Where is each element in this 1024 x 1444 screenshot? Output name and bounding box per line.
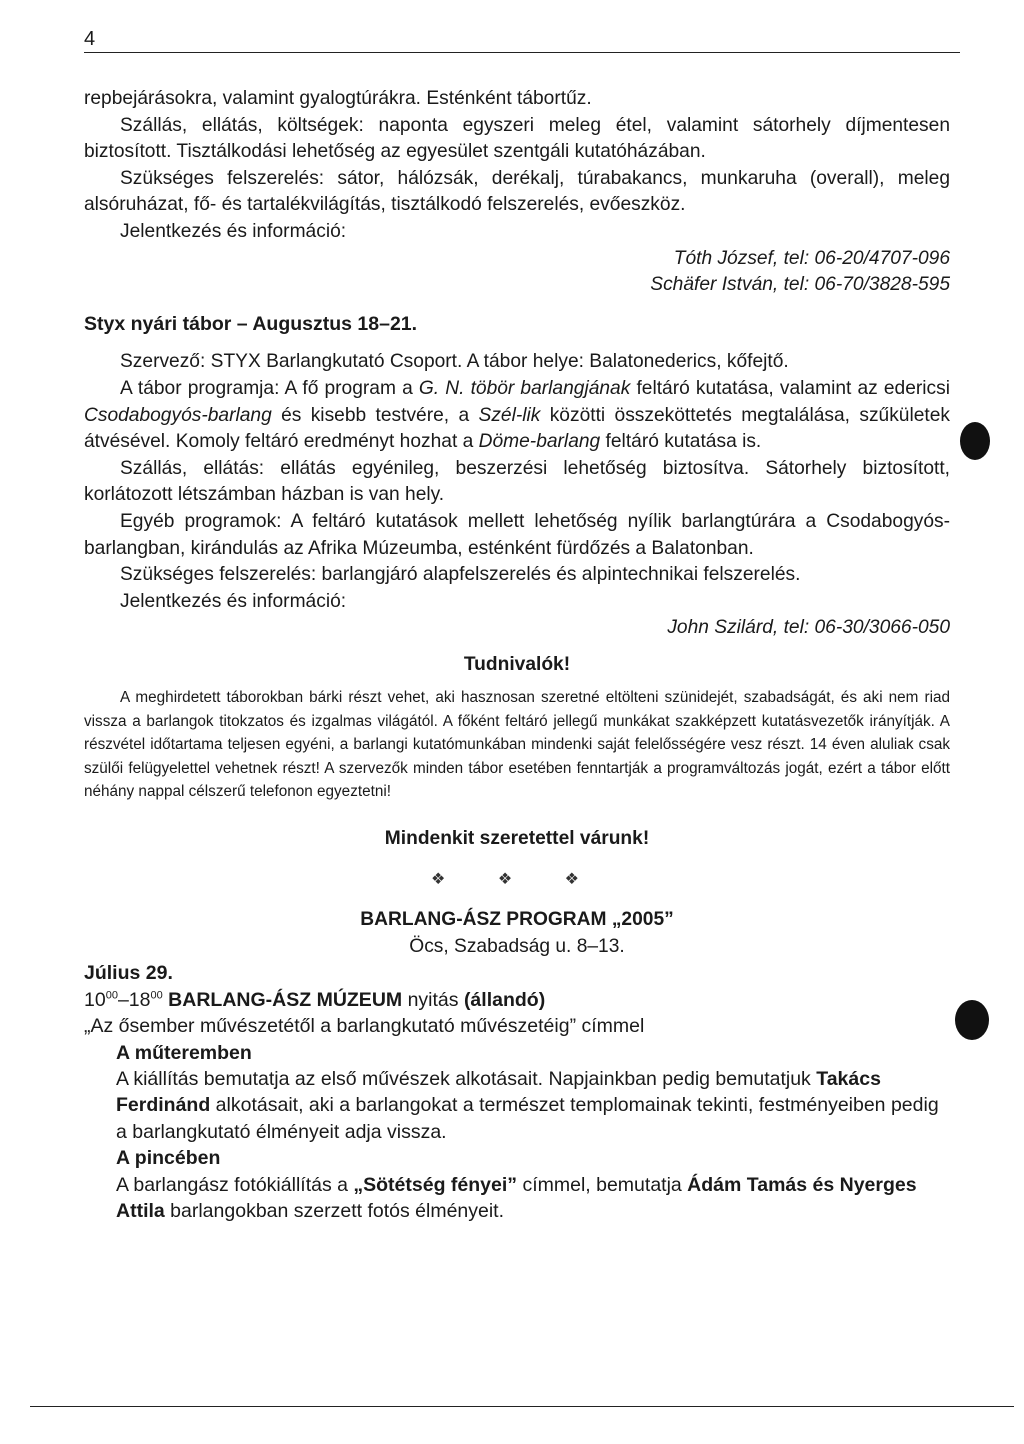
page-content (84, 86, 950, 1224)
footer-rule (30, 1406, 1014, 1407)
event-subtitle: „Az ősember művészetétől a barlangkutató művészetéig” címmel (84, 1015, 645, 1038)
event-time-line: $10^{00}-18^{00}$ BARLANG-ÁSZ MÚZEUM nyitás (állandó) (84, 988, 546, 1011)
program-title: BARLANG-ÁSZ PROGRAM „2005” (360, 909, 674, 931)
paragraph: repbejárásokra, valamint gyalogtúrákra. Esténként tábortűz. (84, 88, 592, 109)
notice-title: Tudnivalók! (463, 653, 571, 675)
contact-line: John Szilárd, tel: 06-30/3066-050 (667, 617, 950, 639)
paragraph: Szervező: STYX Barlangkutató Csoport. A tábor helye: Balatonederics, kőfejtő. (120, 351, 789, 373)
cellar-title: A pincében (116, 1147, 221, 1170)
welcome-line: Mindenkit szeretettel várunk! (384, 827, 650, 849)
punch-hole-2 (955, 1000, 989, 1040)
contact-line: Tóth József, tel: 06-20/4707-096 (673, 247, 950, 269)
paragraph: Szállás, ellátás: ellátás egyénileg, beszerzési lehetőség biztosítva. Sátorhely biztosított, korlátozott létszámban házban is van hely. (84, 457, 950, 506)
contact-line: Schäfer István, tel: 06-70/3828-595 (650, 274, 950, 296)
paragraph: Szükséges felszerelés: sátor, hálózsák, derékalj, túrabakancs, munkaruha (overall), meleg alsóruházat, fő- és tartalékvilágítás, tisztálkodó felszerelés, evőeszköz. (84, 167, 950, 216)
program-event (84, 960, 950, 1224)
paragraph: Jelentkezés és információ: (120, 220, 347, 242)
cellar-text: A barlangász fotókiállítás a „Sötétség fényei” címmel, bemutatja Ádám Tamás és Nyerges Attila barlangokban szerzett fotós élményeit. (116, 1173, 917, 1222)
header-rule (84, 52, 960, 53)
studio-text: A kiállítás bemutatja az első művészek alkotásait. Napjainkban pedig bemutatjuk Takács Ferdinánd alkotásait, aki a barlangokat a természet templomainak tekinti, festményeiben pedig a barlangkutató élményeit adja vissza. (116, 1067, 939, 1143)
paragraph: Egyéb programok: A feltáró kutatások mellett lehetőség nyílik barlangtúrára a Csodabogyós-barlangban, kirándulás az Afrika Múzeumba, esténként fürdőzés a Balatonban. (84, 510, 950, 559)
punch-hole-1 (960, 422, 990, 460)
paragraph: Jelentkezés és információ: (120, 590, 347, 612)
paragraph: Szállás, ellátás, költségek: naponta egyszeri meleg étel, valamint sátorhely díjmentesen biztosított. Tisztálkodási lehetőség az egyesület szentgáli kutatóházában. (84, 114, 950, 163)
section-title: Styx nyári tábor – Augusztus 18–21. (84, 312, 418, 335)
event-date: Július 29. (84, 962, 173, 985)
ornament-divider: ❖ ❖ ❖ (431, 870, 603, 888)
paragraph: Szükséges felszerelés: barlangjáró alapfelszerelés és alpintechnikai felszerelés. (120, 564, 801, 586)
studio-title: A műteremben (116, 1041, 252, 1064)
notice-text: A meghirdetett táborokban bárki részt vehet, aki hasznosan szeretné eltölteni szünidejét, szabadságát, és aki nem riad vissza a barlangok titokzatos és izgalmas világától. A főként feltáró jellegű munkákat szakképzett kutatásvezetők irányítják. A részvétel időtartama teljesen egyéni, a barlangi kutatómunkában mindenki saját felelősségére vesz részt. 14 éven aluliak csak szülői felügyelettel vehetnek részt! A szervezők minden tábor esetében fenntartják a programváltozás jogát, ezért a tábor előtt néhány nappal célszerű telefonon egyeztetni! (84, 689, 950, 801)
page-number: 4 (84, 28, 96, 50)
program-location: Öcs, Szabadság u. 8–13. (409, 935, 625, 957)
paragraph: A tábor programja: A fő program a G. N. töbör barlangjának feltáró kutatása, valamint az edericsi Csodabogyós-barlang és kisebb testvére, a Szél-lik közötti összeköttetés megtalálása, szűkületek átvésével. Komoly feltáró eredményt hozhat a Döme-barlang feltáró kutatása is. (84, 377, 951, 453)
